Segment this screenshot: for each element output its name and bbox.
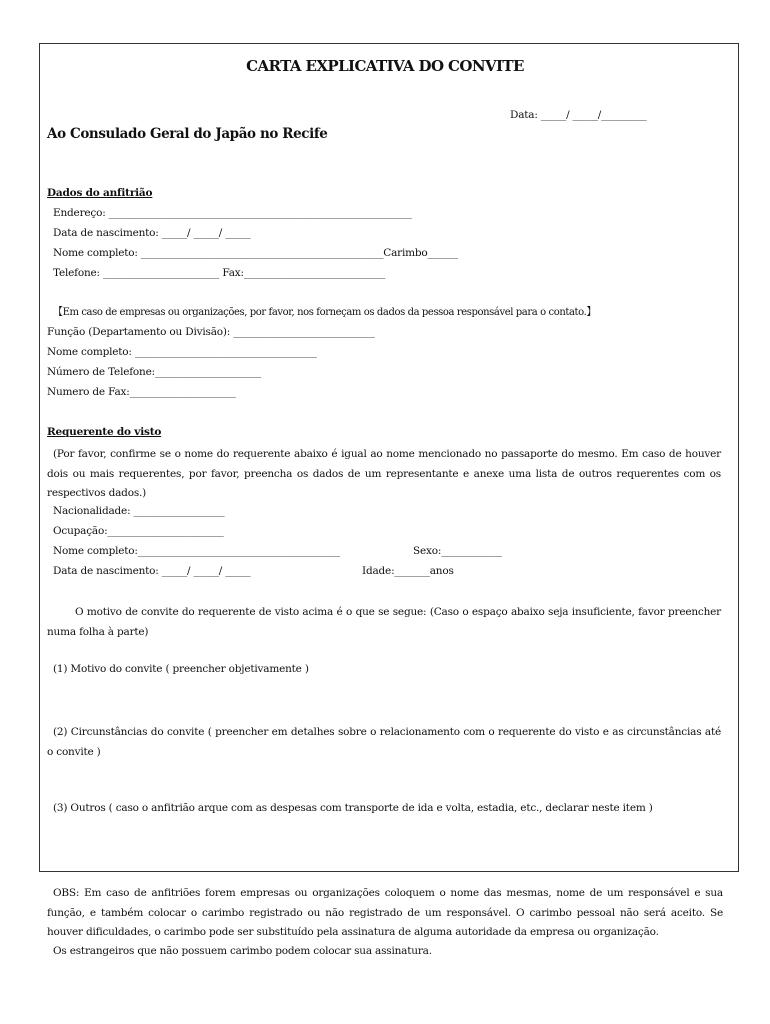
host-address-field: Endereço: ____________________________________________________________ [53, 207, 412, 219]
applicant-note: (Por favor, confirme se o nome do requerente abaixo é igual ao nome mencionado no passaporte do mesmo. Em caso de houver dois ou mais requerentes, por favor, preencha os dados de um representante e anexe uma lista de outros requerentes com os respectivos dados.) [47, 448, 721, 499]
contact-fax-field: Numero de Fax:_____________________ [47, 386, 236, 398]
host-heading: Dados do anfitrião [47, 187, 153, 199]
applicant-nationality-field: Nacionalidade: __________________ [53, 505, 225, 517]
addressee: Ao Consulado Geral do Japão no Recife [47, 126, 328, 142]
host-full-name-field: Nome completo: ________________________________________________Carimbo______ [53, 247, 458, 259]
applicant-heading: Requerente do visto [47, 426, 162, 438]
reason-item-2: (2) Circunstâncias do convite ( preencher em detalhes sobre o relacionamento com o requerente do visto e as circunstâncias até o convite ) [47, 726, 721, 758]
foreigners-note: Os estrangeiros que não possuem carimbo podem colocar sua assinatura. [53, 945, 432, 957]
contact-function-field: Função (Departamento ou Divisão): ____________________________ [47, 326, 375, 338]
host-birth-date-field: Data de nascimento: _____/ _____/ _____ [53, 227, 251, 239]
obs-note: OBS: Em caso de anfitriões forem empresas ou organizações coloquem o nome das mesmas, nome de um responsável e sua função, e também colocar o carimbo registrado ou não registrado de um responsável. O carimbo pessoal não será aceito. Se houver dificuldades, o carimbo pode ser substituído pela assinatura de alguma autoridade da empresa ou organização. [47, 887, 723, 938]
contact-name-field: Nome completo: ____________________________________ [47, 346, 317, 358]
date-field: Data: _____/ _____/_________ [510, 109, 647, 121]
company-note: 【Em caso de empresas ou organizações, por favor, nos forneçam os dados da pessoa responsável para o contato.】 [53, 307, 596, 318]
form-title: CARTA EXPLICATIVA DO CONVITE [246, 57, 524, 75]
applicant-name-field: Nome completo:________________________________________ [53, 545, 340, 557]
reason-intro: O motivo de convite do requerente de visto acima é o que se segue: (Caso o espaço abaixo seja insuficiente, favor preencher numa folha à parte) [47, 606, 721, 638]
applicant-sex-field: Sexo:____________ [413, 545, 502, 557]
contact-phone-field: Número de Telefone:_____________________ [47, 366, 262, 378]
reason-item-3: (3) Outros ( caso o anfitrião arque com as despesas com transporte de ida e volta, estadia, etc., declarar neste item ) [53, 802, 653, 814]
applicant-age-field: Idade:_______anos [362, 565, 454, 577]
applicant-occupation-field: Ocupação:_______________________ [53, 525, 224, 537]
host-phone-fax-field: Telefone: _______________________ Fax:____________________________ [53, 267, 386, 279]
reason-item-1: (1) Motivo do convite ( preencher objetivamente ) [53, 663, 309, 675]
applicant-birth-date-field: Data de nascimento: _____/ _____/ _____ [53, 565, 251, 577]
